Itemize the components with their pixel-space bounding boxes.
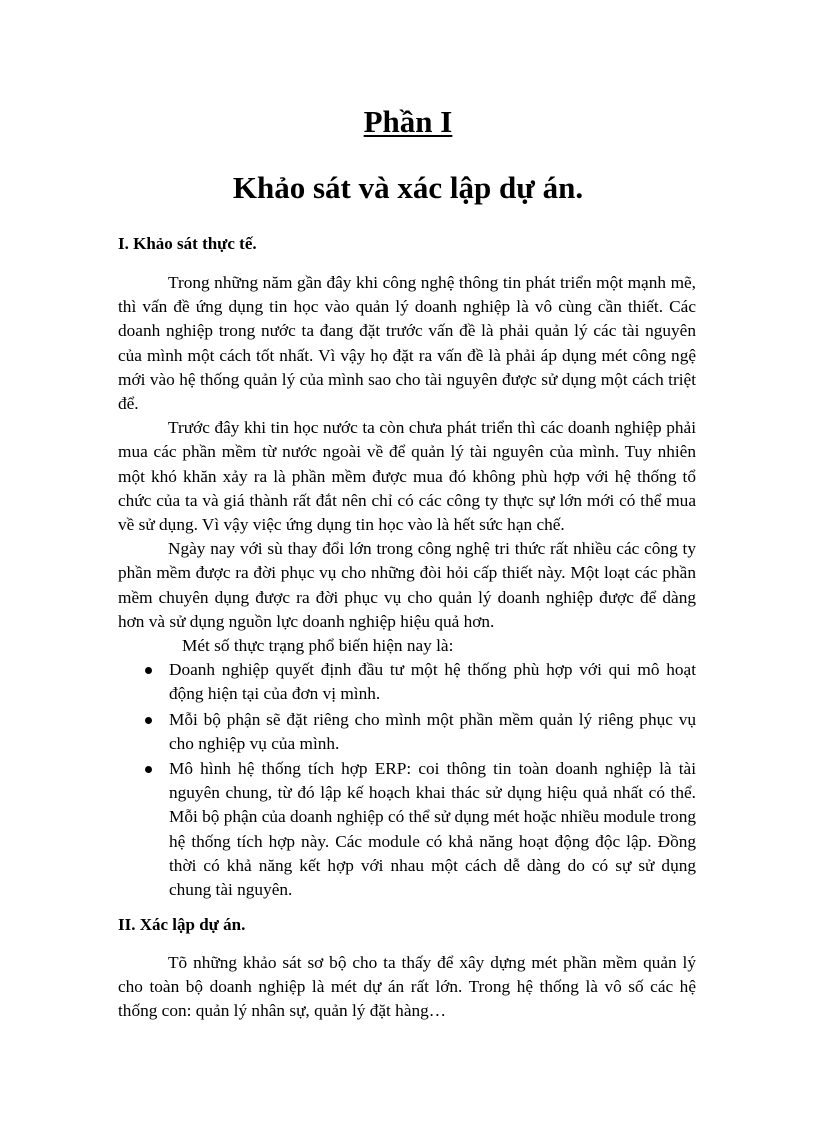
list-intro: Mét số thực trạng phổ biến hiện nay là:	[182, 636, 454, 656]
list-item	[118, 708, 696, 756]
document-title: Khảo sát và xác lập dự án.	[232, 170, 584, 205]
list-item	[118, 757, 696, 902]
part-title-text: Phần I	[363, 104, 453, 139]
list-item	[118, 658, 696, 706]
list-item-text: Mô hình hệ thống tích hợp ERP: coi thông tin toàn doanh nghiệp là tài nguyên chung, từ đó lập kế hoạch khai thác sử dụng hiệu quả nhất có thể. Mỗi bộ phận của doanh nghiệp có thể sử dụng mét hoặc nhiều module trong hệ thống tích hợp này. Các module có khả năng hoạt động độc lập. Đồng thời có khả năng kết hợp với nhau một cách dễ dàng do có sự sử dụng chung tài nguyên.	[169, 759, 696, 900]
part-title	[118, 104, 698, 140]
list-item-text: Doanh nghiệp quyết định đầu tư một hệ thống phù hợp với qui mô hoạt động hiện tại của đơn vị mình.	[169, 660, 696, 704]
list-item-text: Mỗi bộ phận sẽ đặt riêng cho mình một phần mềm quản lý riêng phục vụ cho nghiệp vụ của mình.	[169, 709, 696, 753]
document-page	[118, 0, 698, 1123]
bullet-icon	[145, 717, 152, 724]
section-heading-survey: I. Khảo sát thực tế.	[118, 234, 257, 253]
bullet-list	[118, 658, 696, 902]
bullet-icon	[145, 667, 152, 674]
paragraph: Trong những năm gần đây khi công nghệ thông tin phát triển một mạnh mẽ, thì vấn đề ứng dụng tin học vào quản lý doanh nghiệp là vô cùng cần thiết. Các doanh nghiệp trong nước ta đang đặt trước vấn đề là phải quản lý các tài nguyên của mình một cách tốt nhất. Vì vậy họ đặt ra vấn đề là phải áp dụng mét công ngệ mới vào hệ thống quản lý của mình sao cho tài nguyên được sử dụng một cách triệt để.	[118, 273, 696, 414]
paragraph: Trước đây khi tin học nước ta còn chưa phát triển thì các doanh nghiệp phải mua các phần mềm từ nước ngoài về để quản lý tài nguyên của mình. Tuy nhiên một khó khăn xảy ra là phần mềm được mua đó không phù hợp với hệ thống tổ chức của ta và giá thành rất đắt nên chỉ có các công ty thực sự lớn mới có thể mua về sử dụng. Vì vậy việc ứng dụng tin học vào là hết sức hạn chế.	[118, 418, 696, 535]
paragraph: Ngày nay với sù thay đổi lớn trong công nghệ tri thức rất nhiều các công ty phần mềm được ra đời phục vụ cho những đòi hỏi cấp thiết này. Một loạt các phần mềm chuyên dụng được ra đời phục vụ cho quản lý doanh nghiệp được để dàng hơn và sử dụng nguồn lực doanh nghiệp hiệu quả hơn.	[118, 539, 696, 631]
section-survey-body	[118, 271, 696, 903]
paragraph: Tõ những khảo sát sơ bộ cho ta thấy để xây dựng mét phần mềm quản lý cho toàn bộ doanh nghiệp là mét dự án rất lớn. Trong hệ thống là vô số các hệ thống con: quản lý nhân sự, quản lý đặt hàng…	[118, 953, 696, 1021]
section-heading-project: II. Xác lập dự án.	[118, 915, 246, 934]
section-project-body	[118, 951, 696, 1024]
bullet-icon	[145, 766, 152, 773]
